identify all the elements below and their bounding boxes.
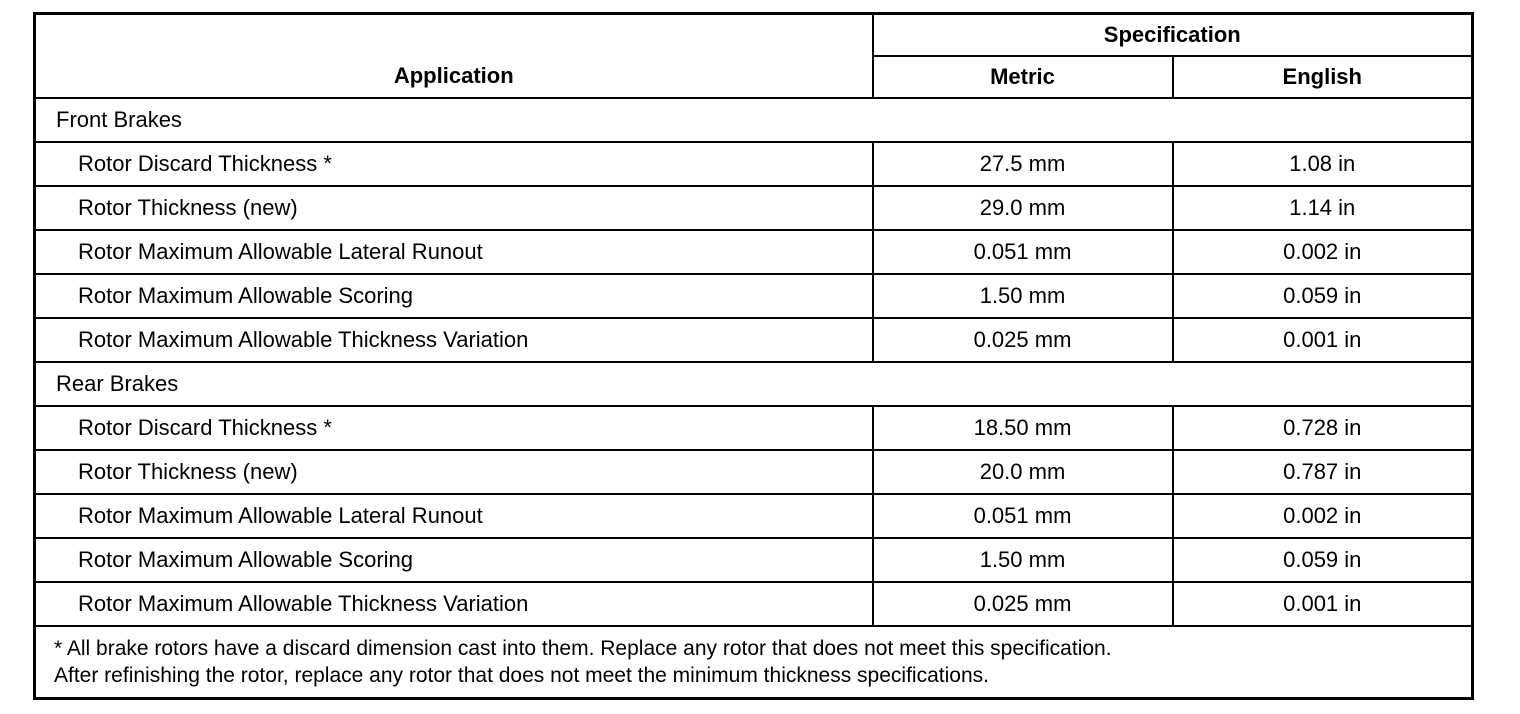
english-cell: 1.08 in bbox=[1173, 142, 1473, 186]
table-row bbox=[35, 318, 1473, 362]
metric-cell: 27.5 mm bbox=[873, 142, 1173, 186]
header-metric: Metric bbox=[873, 56, 1173, 98]
english-cell: 0.001 in bbox=[1173, 582, 1473, 626]
english-cell: 0.059 in bbox=[1173, 538, 1473, 582]
footnote-row bbox=[35, 626, 1473, 699]
footnote-line-1: * All brake rotors have a discard dimension cast into them. Replace any rotor that does not meet this specification. bbox=[54, 636, 1112, 660]
metric-cell: 1.50 mm bbox=[873, 274, 1173, 318]
table-row bbox=[35, 230, 1473, 274]
application-cell: Rotor Maximum Allowable Lateral Runout bbox=[35, 230, 873, 274]
table-row bbox=[35, 186, 1473, 230]
section-row-rear-brakes bbox=[35, 362, 1473, 406]
english-cell: 0.002 in bbox=[1173, 230, 1473, 274]
metric-cell: 0.051 mm bbox=[873, 494, 1173, 538]
table-row bbox=[35, 538, 1473, 582]
english-cell: 0.002 in bbox=[1173, 494, 1473, 538]
table-row bbox=[35, 494, 1473, 538]
application-cell: Rotor Maximum Allowable Scoring bbox=[35, 538, 873, 582]
header-specification: Specification bbox=[873, 14, 1473, 56]
english-cell: 0.728 in bbox=[1173, 406, 1473, 450]
application-cell: Rotor Maximum Allowable Thickness Variation bbox=[35, 318, 873, 362]
english-cell: 0.059 in bbox=[1173, 274, 1473, 318]
section-row-front-brakes bbox=[35, 98, 1473, 142]
table-row bbox=[35, 582, 1473, 626]
metric-cell: 0.051 mm bbox=[873, 230, 1173, 274]
specification-table bbox=[33, 12, 1474, 700]
table-row bbox=[35, 274, 1473, 318]
header-english: English bbox=[1173, 56, 1473, 98]
metric-cell: 18.50 mm bbox=[873, 406, 1173, 450]
table-row bbox=[35, 142, 1473, 186]
metric-cell: 1.50 mm bbox=[873, 538, 1173, 582]
application-cell: Rotor Discard Thickness * bbox=[35, 406, 873, 450]
header-row-top bbox=[35, 14, 1473, 56]
footnote-line-2: After refinishing the rotor, replace any rotor that does not meet the minimum thickness specifications. bbox=[54, 663, 989, 687]
metric-cell: 0.025 mm bbox=[873, 582, 1173, 626]
application-cell: Rotor Maximum Allowable Thickness Variation bbox=[35, 582, 873, 626]
header-application: Application bbox=[35, 14, 873, 98]
table-row bbox=[35, 450, 1473, 494]
application-cell: Rotor Maximum Allowable Scoring bbox=[35, 274, 873, 318]
application-cell: Rotor Thickness (new) bbox=[35, 186, 873, 230]
metric-cell: 20.0 mm bbox=[873, 450, 1173, 494]
application-cell: Rotor Thickness (new) bbox=[35, 450, 873, 494]
english-cell: 1.14 in bbox=[1173, 186, 1473, 230]
application-cell: Rotor Discard Thickness * bbox=[35, 142, 873, 186]
metric-cell: 29.0 mm bbox=[873, 186, 1173, 230]
metric-cell: 0.025 mm bbox=[873, 318, 1173, 362]
application-cell: Rotor Maximum Allowable Lateral Runout bbox=[35, 494, 873, 538]
section-title: Rear Brakes bbox=[35, 362, 1473, 406]
table-row bbox=[35, 406, 1473, 450]
section-title: Front Brakes bbox=[35, 98, 1473, 142]
footnote-cell bbox=[35, 626, 1473, 699]
english-cell: 0.787 in bbox=[1173, 450, 1473, 494]
english-cell: 0.001 in bbox=[1173, 318, 1473, 362]
